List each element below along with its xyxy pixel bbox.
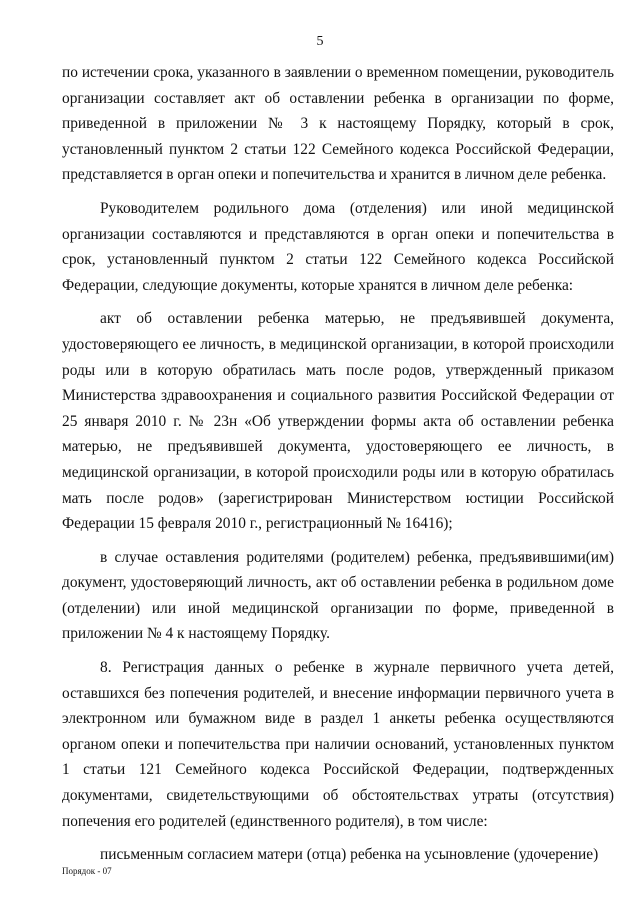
document-body xyxy=(62,60,614,868)
paragraph-section-8: 8. Регистрация данных о ребенке в журнале первичного учета детей, оставшихся без попечения родителей, и внесение информации первичного учета в электронном или бумажном виде в раздел 1 анкеты ребенка осуществляются органом опеки и попечительства при наличии оснований, установленных пунктом 1 статьи 121 Семейного кодекса Российской Федерации, подтвержденных документами, свидетельствующими об обстоятельствах утраты (отсутствия) попечения его родителей (единственного родителя), в том числе: xyxy=(62,659,614,830)
paragraph-maternity-documents: Руководителем родильного дома (отделения) или иной медицинской организации составляются и представляются в орган опеки и попечительства в срок, установленный пунктом 2 статьи 122 Семейного кодекса Российской Федерации, следующие документы, которые хранятся в личном деле ребенка: xyxy=(62,199,614,294)
paragraph-abandonment-act: акт об оставлении ребенка матерью, не предъявившей документа, удостоверяющего ее личность, в медицинской организации, в которой происходили роды или в которую обратилась мать после родов, утвержденный приказом Министерства здравоохранения и социального развития Российской Федерации от 25 января 2010 г. № 23н «Об утверждении формы акта об оставлении ребенка матерью, не предъявившей документа, удостоверяющего ее личность, в медицинской организации, в которой происходили роды или в которую обратилась мать после родов» (зарегистрирован Министерством юстиции Российской Федерации 15 февраля 2010 г., регистрационный № 16416); xyxy=(62,310,614,533)
paragraph-continuation: по истечении срока, указанного в заявлении о временном помещении, руководитель организации составляет акт об оставлении ребенка в организации по форме, приведенной в приложении № 3 к настоящему Порядку, который в срок, установленный пунктом 2 статьи 122 Семейного кодекса Российской Федерации, представляется в орган опеки и попечительства и хранится в личном деле ребенка. xyxy=(62,64,614,184)
paragraph-written-consent: письменным согласием матери (отца) ребенка на усыновление (удочерение) xyxy=(100,846,599,864)
paragraph-parents-abandonment: в случае оставления родителями (родителем) ребенка, предъявившими(им) документ, удостоверяющий личность, акт об оставлении ребенка в родильном доме (отделении) или иной медицинской организации по форме, приведенной в приложении № 4 к настоящему Порядку. xyxy=(62,548,614,643)
footer-label: Порядок - 07 xyxy=(62,866,112,876)
page-number: 5 xyxy=(316,34,324,49)
